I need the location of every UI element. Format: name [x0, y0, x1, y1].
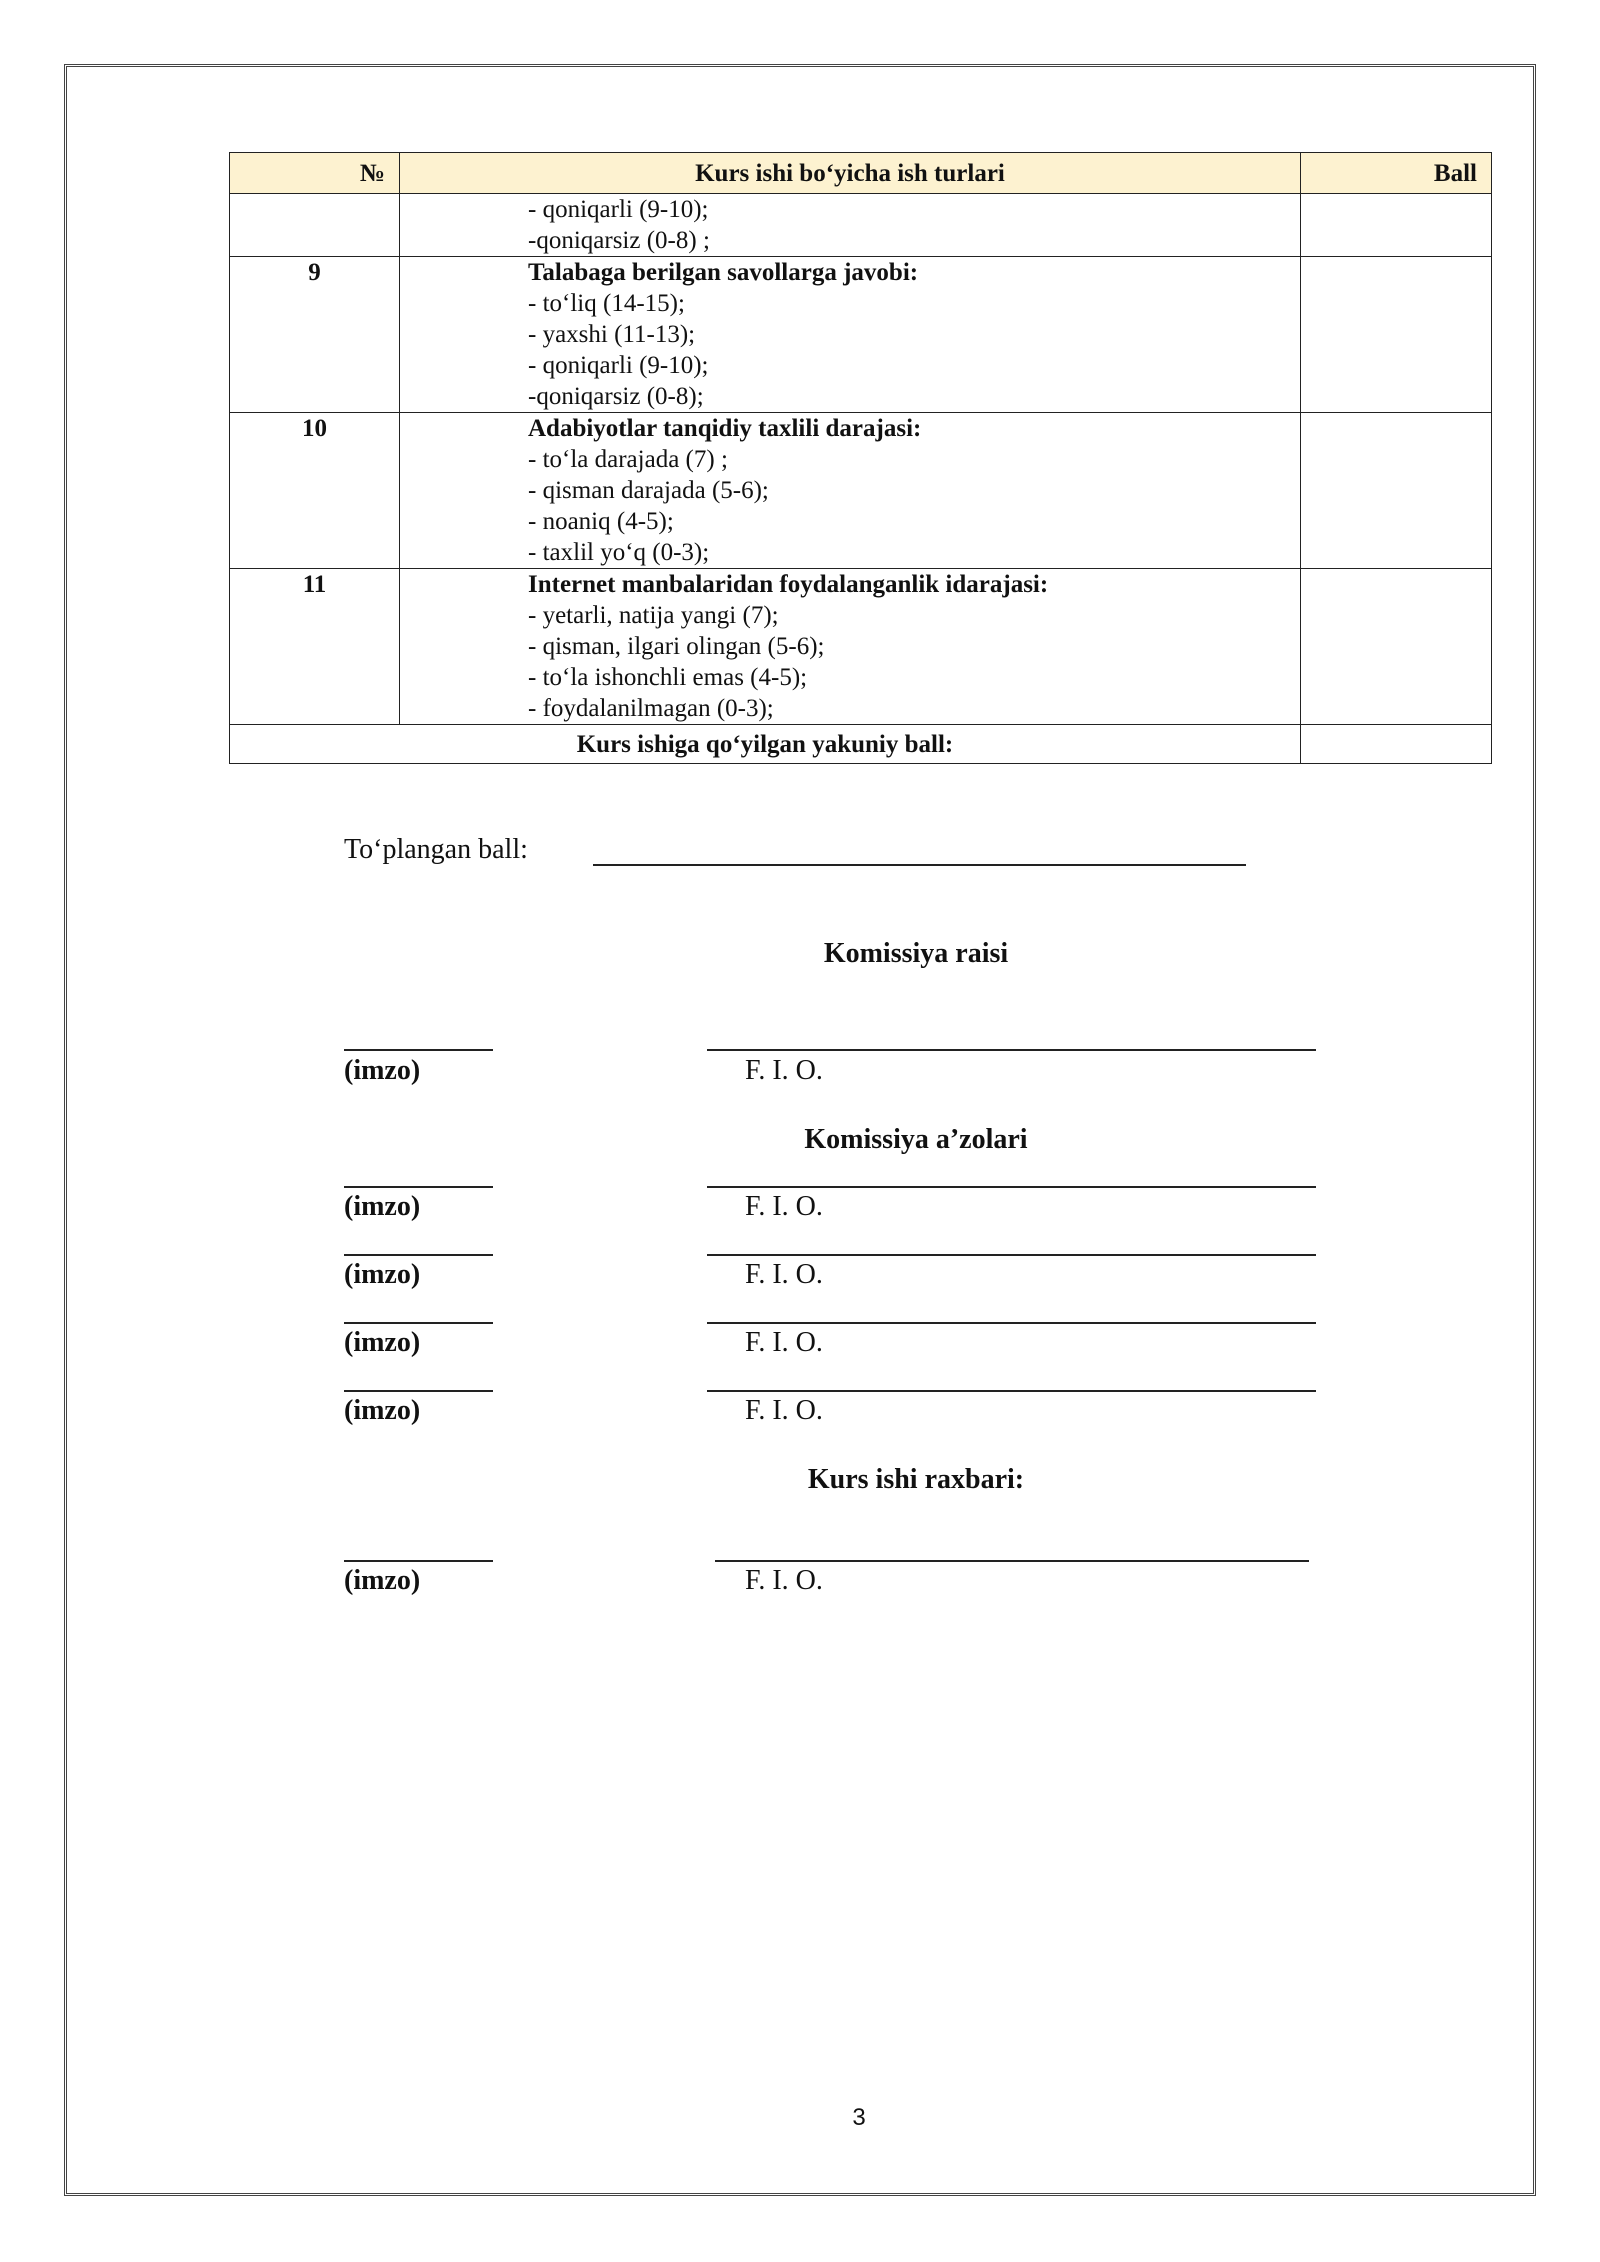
criterion-title: Talabaga berilgan savollarga javobi: — [528, 259, 919, 286]
row-ball-cell[interactable] — [1301, 194, 1492, 257]
criterion-item: - taxlil yo‘q (0-3); — [528, 539, 710, 566]
member-fio-line[interactable] — [707, 1254, 1316, 1256]
row-description — [400, 194, 1301, 257]
final-score-row — [230, 725, 1492, 764]
supervisor-signature-label: (imzo) — [344, 1565, 421, 1596]
row-description — [400, 569, 1301, 725]
member-fio-label: F. I. O. — [745, 1191, 823, 1222]
member-fio-label: F. I. O. — [745, 1259, 823, 1290]
criterion-item: - qisman darajada (5-6); — [528, 477, 769, 504]
row-description — [400, 413, 1301, 569]
criterion-item: - yaxshi (11-13); — [528, 321, 696, 348]
member-fio-line[interactable] — [707, 1186, 1316, 1188]
row-number: 9 — [230, 257, 400, 413]
criterion-item: - to‘la darajada (7) ; — [528, 446, 728, 473]
criterion-item: - to‘la ishonchli emas (4-5); — [528, 664, 808, 691]
member-fio-label: F. I. O. — [745, 1395, 823, 1426]
criterion-item: -qoniqarsiz (0-8); — [528, 383, 704, 410]
table-row — [230, 569, 1492, 725]
table-row — [230, 257, 1492, 413]
final-score-cell[interactable] — [1301, 725, 1492, 764]
collected-score-line[interactable] — [593, 864, 1246, 866]
row-number: 11 — [230, 569, 400, 725]
table-header-row — [230, 153, 1492, 194]
member-signature-label: (imzo) — [344, 1191, 421, 1222]
row-number: 10 — [230, 413, 400, 569]
member-fio-line[interactable] — [707, 1390, 1316, 1392]
table-row — [230, 194, 1492, 257]
supervisor-signature-line[interactable] — [344, 1560, 493, 1562]
criterion-item: - foydalanilmagan (0-3); — [528, 695, 774, 722]
criterion-item: - yetarli, natija yangi (7); — [528, 602, 779, 629]
chair-fio-line[interactable] — [707, 1049, 1316, 1051]
row-ball-cell[interactable] — [1301, 569, 1492, 725]
member-fio-label: F. I. O. — [745, 1327, 823, 1358]
member-signature-line[interactable] — [344, 1186, 493, 1188]
chair-fio-label: F. I. O. — [745, 1055, 823, 1086]
supervisor-title: Kurs ishi raxbari: — [807, 1464, 1025, 1495]
members-title: Komissiya a’zolari — [804, 1124, 1028, 1155]
criterion-item: - to‘liq (14-15); — [528, 290, 685, 317]
member-signature-line[interactable] — [344, 1322, 493, 1324]
criterion-item: - qoniqarli (9-10); — [528, 352, 709, 379]
header-number: № — [230, 153, 400, 194]
member-signature-label: (imzo) — [344, 1327, 421, 1358]
row-description — [400, 257, 1301, 413]
criterion-title: Internet manbalaridan foydalanganlik idarajasi: — [528, 571, 1049, 598]
criterion-item: - noaniq (4-5); — [528, 508, 674, 535]
header-work-type: Kurs ishi bo‘yicha ish turlari — [400, 153, 1301, 194]
row-number — [230, 194, 400, 257]
chair-title: Komissiya raisi — [823, 938, 1009, 969]
member-signature-label: (imzo) — [344, 1259, 421, 1290]
criterion-item: - qisman, ilgari olingan (5-6); — [528, 633, 825, 660]
member-fio-line[interactable] — [707, 1322, 1316, 1324]
criterion-item: - qoniqarli (9-10); — [528, 196, 709, 223]
supervisor-fio-label: F. I. O. — [745, 1565, 823, 1596]
criterion-item: -qoniqarsiz (0-8) ; — [528, 227, 710, 254]
criterion-title: Adabiyotlar tanqidiy taxlili darajasi: — [528, 415, 922, 442]
member-signature-line[interactable] — [344, 1390, 493, 1392]
chair-signature-label: (imzo) — [344, 1055, 421, 1086]
member-signature-line[interactable] — [344, 1254, 493, 1256]
collected-score-label: To‘plangan ball: — [344, 834, 528, 865]
row-ball-cell[interactable] — [1301, 413, 1492, 569]
table-row — [230, 413, 1492, 569]
final-score-label: Kurs ishiga qo‘yilgan yakuniy ball: — [230, 725, 1301, 764]
chair-signature-line[interactable] — [344, 1049, 493, 1051]
row-ball-cell[interactable] — [1301, 257, 1492, 413]
member-signature-label: (imzo) — [344, 1395, 421, 1426]
page-number: 3 — [852, 2104, 866, 2131]
grading-table — [229, 152, 1492, 764]
header-ball: Ball — [1301, 153, 1492, 194]
supervisor-fio-line[interactable] — [715, 1560, 1309, 1562]
